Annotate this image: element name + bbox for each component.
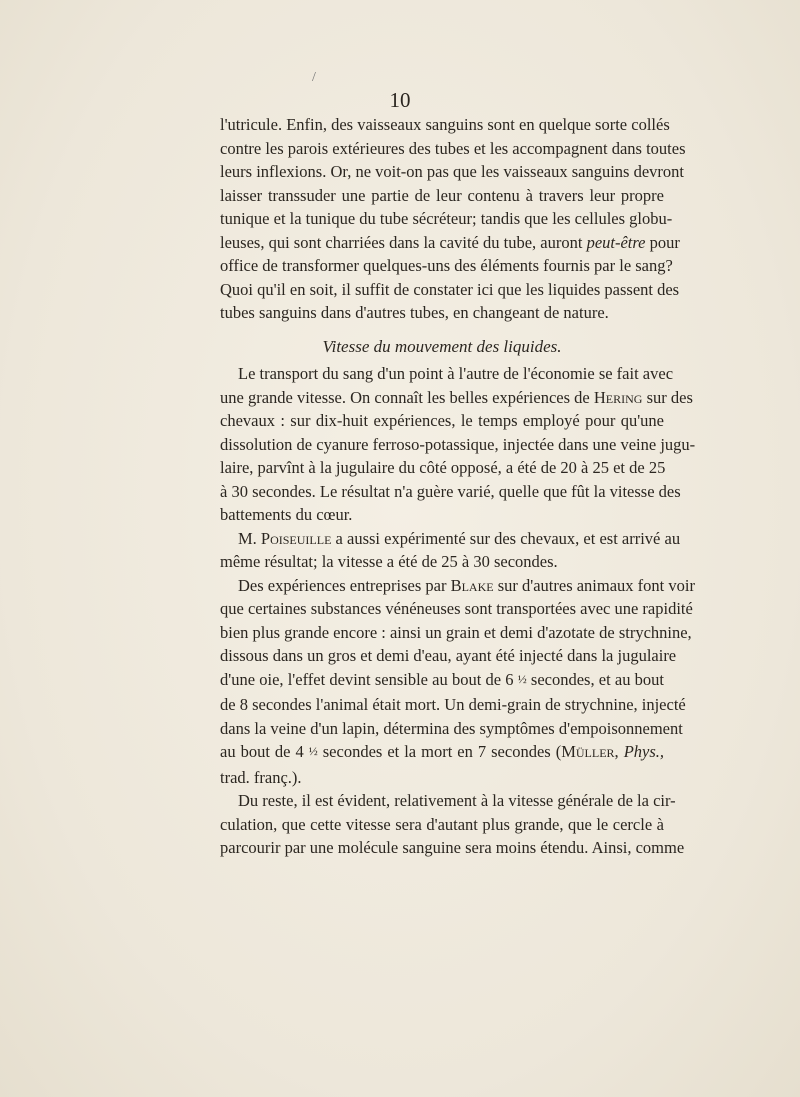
text-fragment: secondes, et au bout xyxy=(526,669,664,689)
text-line: leurs inflexions. Or, ne voit-on pas que les vaisseaux sanguins devront xyxy=(220,162,684,181)
text-line: dissous dans un gros et demi d'eau, ayant été injecté dans la jugulaire xyxy=(220,646,677,665)
text-line: dans la veine d'un lapin, détermina des symptômes d'empoisonnement xyxy=(220,718,683,738)
author-name: Müller xyxy=(561,742,615,761)
text-line: Quoi qu'il en soit, il suffit de constater ici que les liquides passent des xyxy=(220,279,680,299)
text-line: dissolution de cyanure ferroso-potassique, injectée dans une veine jugu- xyxy=(220,434,696,454)
text-line: laire, parvînt à la jugulaire du côté opposé, a été de 20 à 25 et de 25 xyxy=(220,458,666,477)
text-line xyxy=(220,740,664,766)
margin-mark: / xyxy=(312,70,316,85)
text-line: Le transport du sang d'un point à l'autre de l'économie se fait avec xyxy=(238,364,674,383)
text-fragment: pour xyxy=(645,232,680,252)
text-fragment: une grande vitesse. On connaît les belles expériences de xyxy=(220,387,594,407)
text-fragment: , xyxy=(614,742,624,761)
paragraph-2 xyxy=(220,362,696,527)
section-heading: Vitesse du mouvement des liquides. xyxy=(322,336,562,356)
body-text xyxy=(220,113,696,860)
author-name: Hering xyxy=(593,387,643,407)
text-line: Du reste, il est évident, relativement à la vitesse générale de la cir- xyxy=(238,791,676,810)
fraction: ½ xyxy=(308,744,318,758)
text-line: même résultat; la vitesse a été de 25 à 30 secondes. xyxy=(220,552,558,571)
text-fragment: sur d'autres animaux font voir xyxy=(493,575,695,595)
text-fragment: sur des xyxy=(642,387,693,407)
text-line xyxy=(220,668,664,694)
text-fragment: a aussi expérimenté sur des chevaux, et est arrivé au xyxy=(331,528,681,548)
text-line: contre les parois extérieures des tubes et les accompagnent dans toutes xyxy=(220,138,686,158)
text-fragment: Des expériences entreprises par xyxy=(238,575,451,595)
text-line: trad. franç.). xyxy=(220,767,302,787)
text-line xyxy=(220,574,695,598)
text-line xyxy=(220,231,680,255)
text-line: à 30 secondes. Le résultat n'a guère varié, quelle que fût la vitesse des xyxy=(220,481,681,501)
paragraph-5 xyxy=(220,789,685,860)
text-fragment: M. xyxy=(238,528,261,548)
fraction: ½ xyxy=(517,671,527,686)
text-line: bien plus grande encore : ainsi un grain et demi d'azotate de strychnine, xyxy=(220,622,692,642)
author-name: Poiseuille xyxy=(260,528,332,548)
text-line: office de transformer quelques-uns des éléments fournis par le sang? xyxy=(220,256,673,275)
text-fragment: d'une oie, l'effet devint sensible au bout de 6 xyxy=(220,669,518,689)
text-fragment: secondes et la mort en 7 secondes ( xyxy=(317,742,562,761)
text-line: l'utricule. Enfin, des vaisseaux sanguins sont en quelque sorte collés xyxy=(220,115,670,134)
paragraph-3 xyxy=(220,527,681,574)
text-line: tunique et la tunique du tube sécréteur; tandis que les cellules globu- xyxy=(220,209,673,228)
text-line: culation, que cette vitesse sera d'autant plus grande, que le cercle à xyxy=(220,814,664,834)
page-number: 10 xyxy=(389,88,411,112)
text-line xyxy=(220,386,693,410)
paragraph-1 xyxy=(220,113,686,325)
text-line: laisser transsuder une partie de leur contenu à travers leur propre xyxy=(220,185,664,205)
text-line xyxy=(220,527,681,551)
text-line: tubes sanguins dans d'autres tubes, en changeant de nature. xyxy=(220,303,609,322)
text-line: chevaux : sur dix-huit expériences, le temps employé pour qu'une xyxy=(220,411,664,430)
text-fragment: leuses, qui sont charriées dans la cavité du tube, auront xyxy=(220,232,587,252)
text-line: que certaines substances vénéneuses sont transportées avec une rapidité xyxy=(220,599,693,618)
italic-text: Phys., xyxy=(623,742,665,761)
text-line: parcourir par une molécule sanguine sera moins étendu. Ainsi, comme xyxy=(220,838,685,857)
italic-text: peut-être xyxy=(586,232,646,252)
text-fragment: au bout de 4 xyxy=(220,742,309,761)
author-name: Blake xyxy=(450,575,494,595)
paragraph-4 xyxy=(220,574,695,790)
text-line: de 8 secondes l'animal était mort. Un demi-grain de strychnine, injecté xyxy=(220,695,686,714)
text-line: battements du cœur. xyxy=(220,505,353,524)
